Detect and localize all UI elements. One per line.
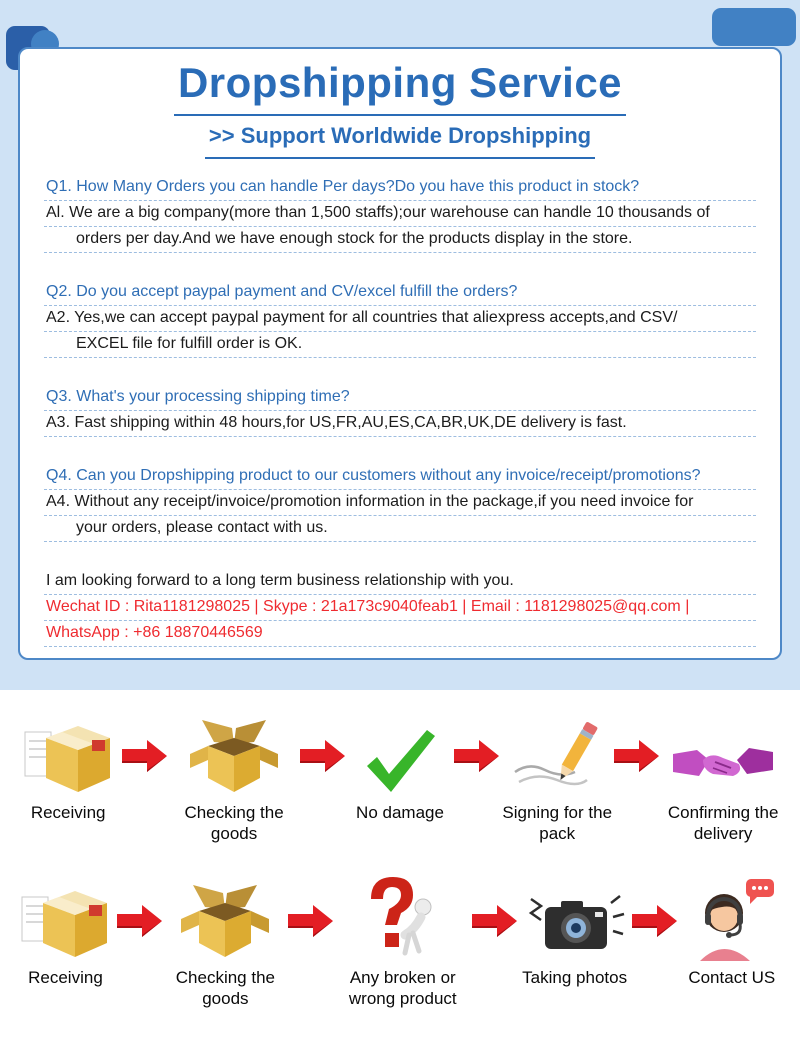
right-arrow-icon: [454, 737, 500, 775]
question-text: Q3. What's your processing shipping time?: [44, 385, 756, 411]
icon-box: [673, 704, 773, 796]
answer-text: A4. Without any receipt/invoice/promotion information in the package,if you need invoice for: [44, 490, 756, 516]
answer-text-continued: EXCEL file for fulfill order is OK.: [44, 332, 756, 358]
step-checking-goods: [163, 869, 288, 1010]
icon-box: [19, 869, 111, 961]
step-signing-pack: [500, 704, 614, 845]
question-text: Q1. How Many Orders you can handle Per days?Do you have this product in stock?: [44, 175, 756, 201]
closing-block: [44, 569, 756, 647]
step-checking-goods: [168, 704, 300, 845]
step-label: No damage: [356, 803, 444, 822]
answer-text: Al. We are a big company(more than 1,500 staffs);our warehouse can handle 10 thousands of: [44, 201, 756, 227]
step-broken-or-wrong-product: [334, 869, 472, 1010]
process-row-2: [0, 855, 800, 1010]
package-box-icon: [19, 879, 111, 961]
answer-text-continued: your orders, please contact with us.: [44, 516, 756, 542]
camera-icon: [525, 889, 625, 961]
qa-block-3: [44, 385, 756, 437]
step-label: Taking photos: [522, 967, 628, 987]
right-arrow-icon: [300, 737, 346, 780]
contact-whatsapp-line: WhatsApp : +86 18870446569: [44, 621, 756, 647]
icon-box: [511, 704, 603, 796]
step-label: Contact US: [688, 967, 776, 987]
step-receiving: [14, 704, 122, 823]
right-arrow-icon: [117, 902, 163, 945]
handshake-icon: [673, 736, 773, 796]
answer-text-continued: orders per day.And we have enough stock for the products display in the store.: [44, 227, 756, 253]
step-confirming-delivery: [660, 704, 786, 845]
right-arrow-icon: [632, 902, 678, 945]
icon-box: [363, 869, 443, 961]
package-box-icon: [22, 714, 114, 796]
closing-text: I am looking forward to a long term business relationship with you.: [44, 569, 756, 595]
question-text: Q2. Do you accept paypal payment and CV/excel fulfill the orders?: [44, 280, 756, 306]
title-underline: [174, 114, 626, 116]
icon-box: [361, 704, 439, 796]
right-arrow-icon: [454, 737, 500, 780]
icon-box: [688, 869, 776, 961]
faq-list: [44, 175, 756, 647]
contact-info-line: Wechat ID : Rita1181298025 | Skype : 21a173c9040feab1 | Email : 1181298025@qq.com |: [44, 595, 756, 621]
step-label: Checking the goods: [184, 803, 284, 844]
support-agent-icon: [688, 877, 776, 961]
green-check-icon: [361, 726, 439, 796]
step-receiving: [14, 869, 117, 988]
icon-box: [525, 869, 625, 961]
right-arrow-icon: [614, 737, 660, 780]
subtitle-underline: [205, 157, 595, 159]
right-arrow-icon: [472, 902, 518, 940]
right-arrow-icon: [614, 737, 660, 775]
step-taking-photos: [518, 869, 632, 988]
right-arrow-icon: [122, 737, 168, 775]
step-label: Any broken or wrong product: [348, 967, 457, 1008]
right-arrow-icon: [300, 737, 346, 775]
process-row-1: [0, 690, 800, 845]
qa-block-2: [44, 280, 756, 358]
step-label: Signing for the pack: [502, 803, 613, 844]
qa-block-1: [44, 175, 756, 253]
corner-tab-decoration: [712, 8, 796, 46]
right-arrow-icon: [632, 902, 678, 940]
signing-pencil-icon: [511, 714, 603, 796]
open-box-icon: [177, 881, 273, 961]
answer-text: A2. Yes,we can accept paypal payment for all countries that aliexpress accepts,and CSV/: [44, 306, 756, 332]
step-label: Checking the goods: [175, 967, 275, 1008]
step-contact-us: [678, 869, 786, 988]
step-label: Receiving: [30, 803, 106, 822]
open-box-icon: [186, 716, 282, 796]
right-arrow-icon: [117, 902, 163, 940]
qa-block-4: [44, 464, 756, 542]
process-section: [0, 690, 800, 1039]
question-mark-icon: [363, 873, 443, 961]
icon-box: [177, 869, 273, 961]
step-label: Confirming the delivery: [667, 803, 779, 844]
page-title: Dropshipping Service: [177, 59, 623, 106]
step-label: Receiving: [28, 967, 103, 987]
step-no-damage: [346, 704, 454, 823]
right-arrow-icon: [472, 902, 518, 945]
icon-box: [186, 704, 282, 796]
icon-box: [22, 704, 114, 796]
right-arrow-icon: [288, 902, 334, 945]
right-arrow-icon: [122, 737, 168, 780]
right-arrow-icon: [288, 902, 334, 940]
page-subtitle: >> Support Worldwide Dropshipping: [208, 123, 592, 148]
question-text: Q4. Can you Dropshipping product to our customers without any invoice/receipt/promotions?: [44, 464, 756, 490]
answer-text: A3. Fast shipping within 48 hours,for US,FR,AU,ES,CA,BR,UK,DE delivery is fast.: [44, 411, 756, 437]
faq-card: [18, 47, 782, 660]
